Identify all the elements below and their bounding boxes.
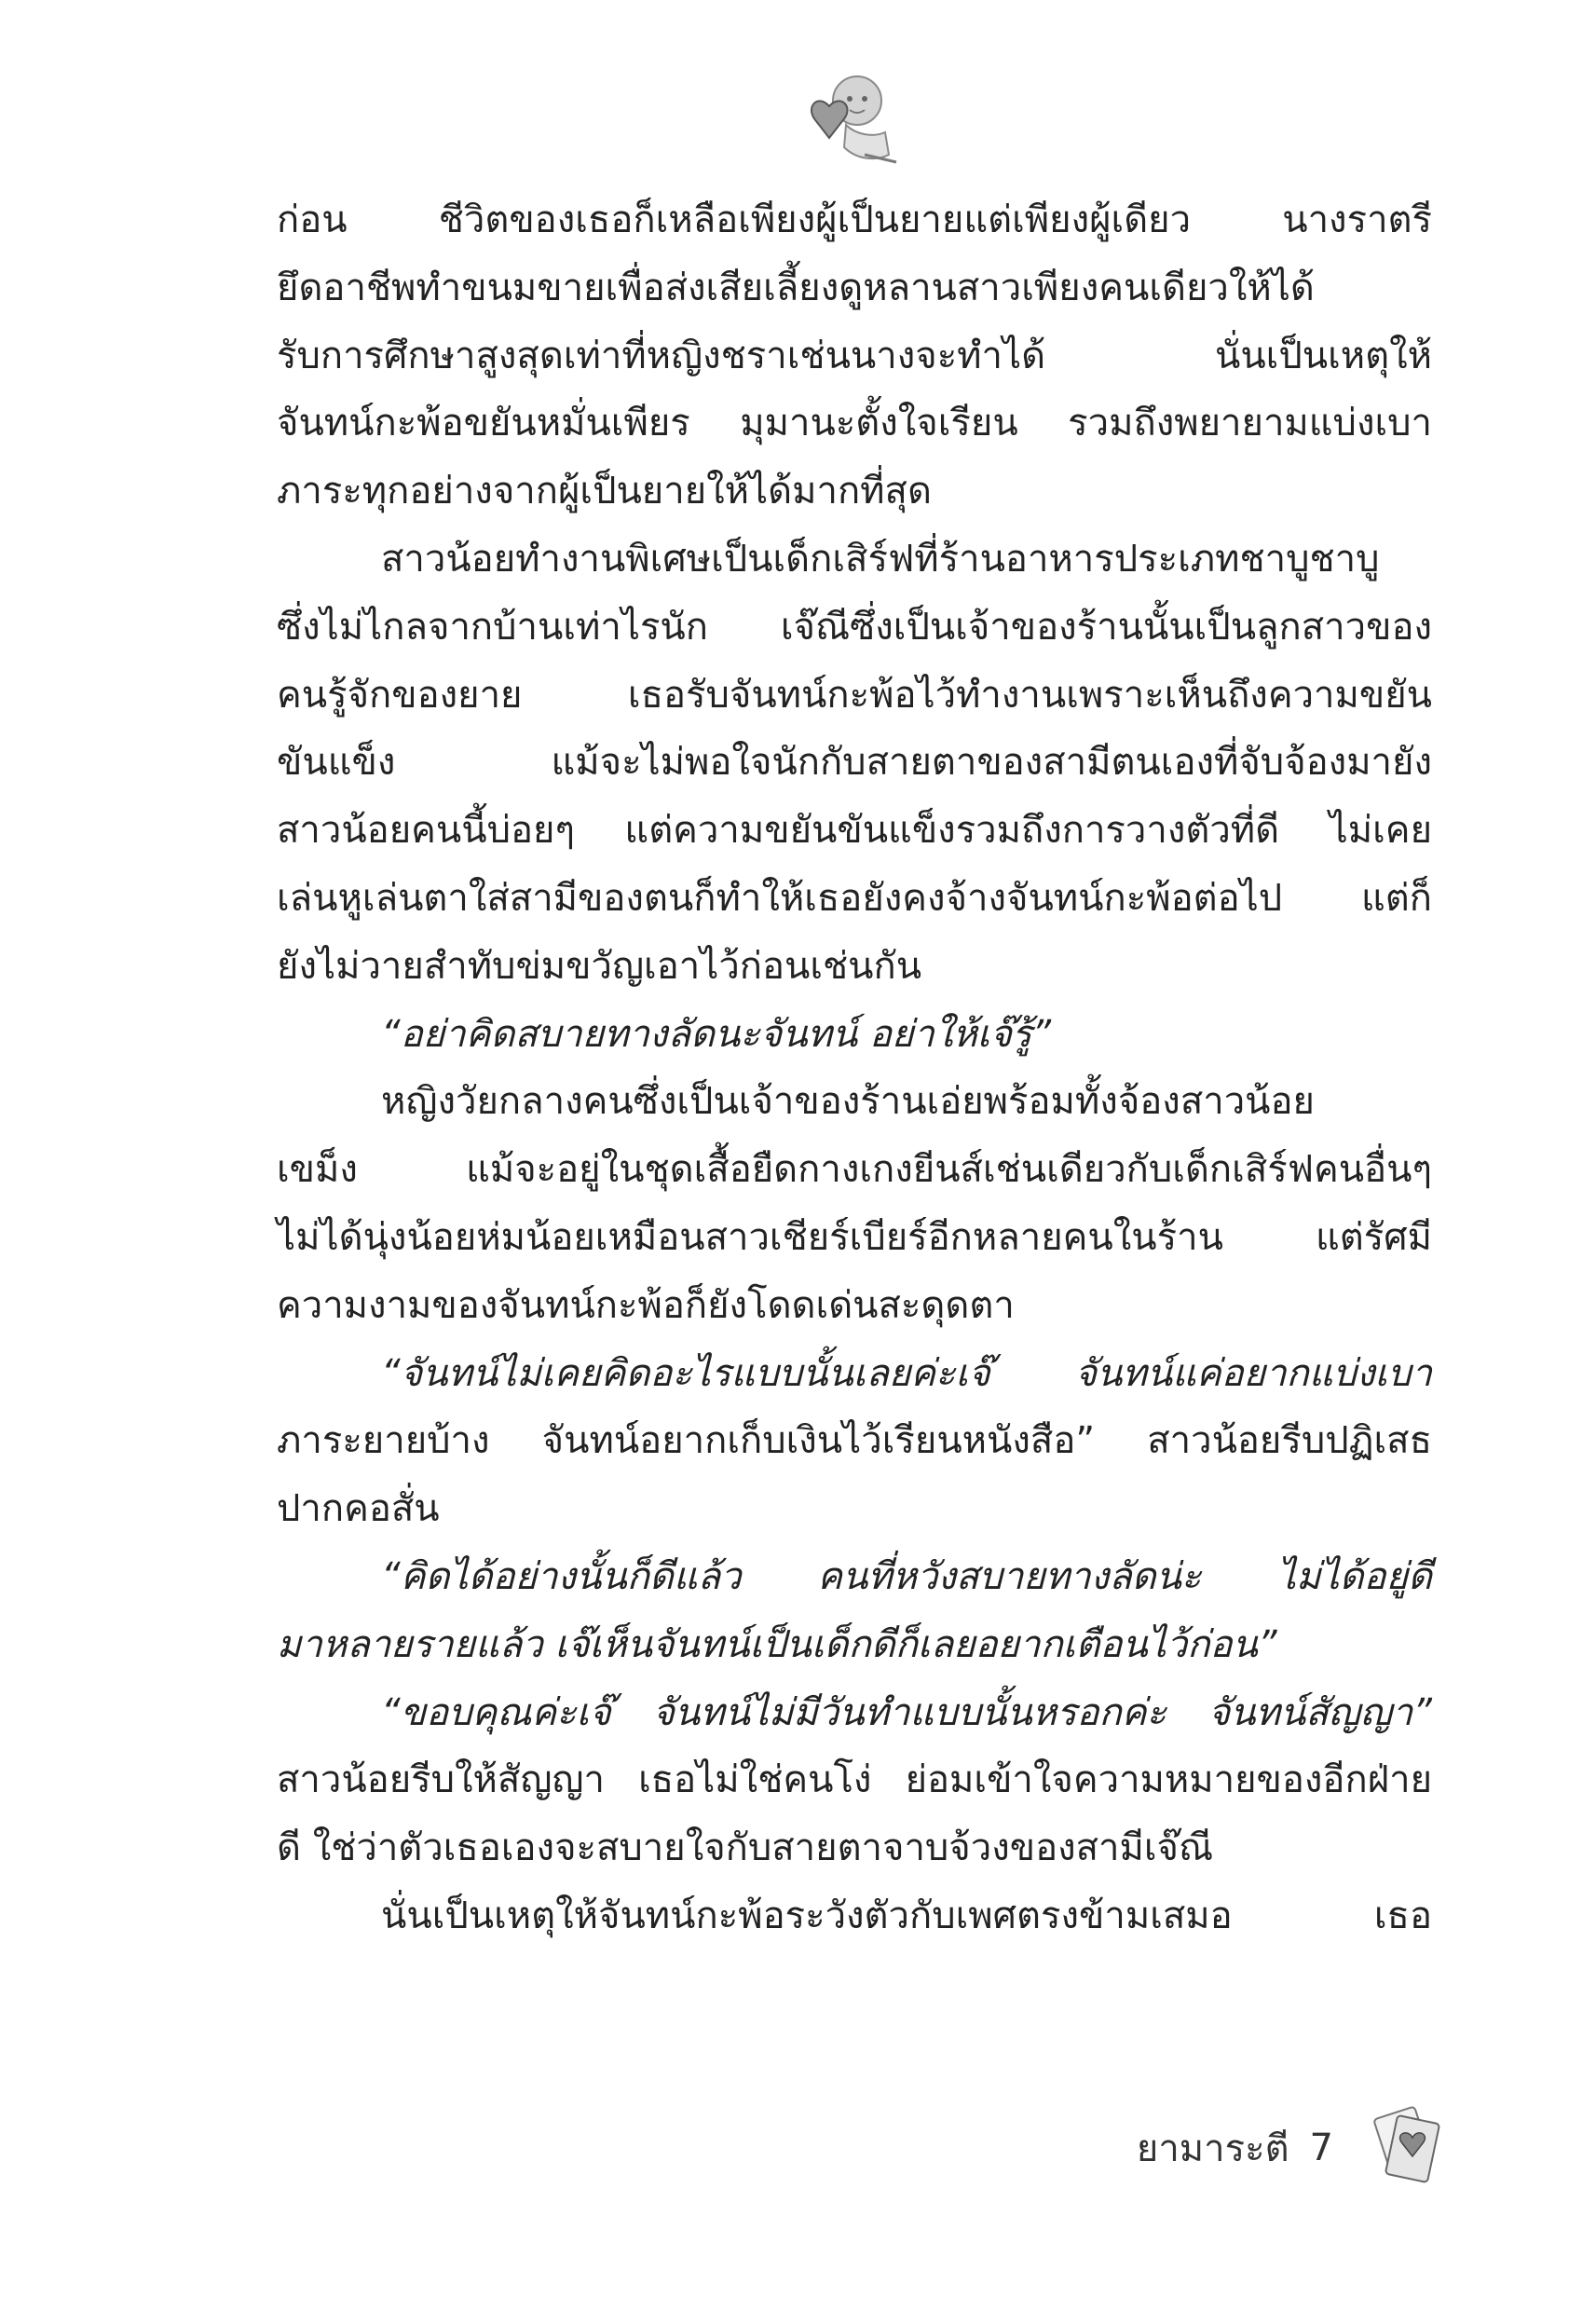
text-line: สาวน้อยทำงานพิเศษเป็นเด็กเสิร์ฟที่ร้านอาหารประเภทชาบูชาบู bbox=[381, 537, 1380, 581]
page-footer bbox=[1137, 2111, 1456, 2185]
text-line: นั่นเป็นเหตุให้จันทน์กะพ้อระวังตัวกับเพศตรงข้ามเสมอ เธอ bbox=[381, 1894, 1432, 1937]
text-line: ปากคอสั่น bbox=[277, 1487, 440, 1531]
text-line: เล่นหูเล่นตาใส่สามีของตนก็ทำให้เธอยังคงจ้างจันทน์กะพ้อต่อไป แต่ก็ bbox=[277, 876, 1432, 920]
text-line: ก่อน ชีวิตของเธอก็เหลือเพียงผู้เป็นยายแต่เพียงผู้เดียว นางราตรี bbox=[277, 198, 1432, 241]
text-line: “จันทน์ไม่เคยคิดอะไรแบบนั้นเลยค่ะเจ๊ จันทน์แค่อยากแบ่งเบา bbox=[381, 1351, 1432, 1395]
body-text bbox=[277, 186, 1432, 1950]
text-line: หญิงวัยกลางคนซึ่งเป็นเจ้าของร้านเอ่ยพร้อมทั้งจ้องสาวน้อย bbox=[381, 1080, 1315, 1124]
text-line: ซึ่งไม่ไกลจากบ้านเท่าไรนัก เจ๊ณีซึ่งเป็นเจ้าของร้านนั้นเป็นลูกสาวของ bbox=[277, 605, 1432, 649]
text-line: มาหลายรายแล้ว เจ๊เห็นจันทน์เป็นเด็กดีก็เลยอยากเตือนไว้ก่อน” bbox=[277, 1622, 1277, 1666]
text-line: เขม็ง แม้จะอยู่ในชุดเสื้อยืดกางเกงยีนส์เช่นเดียวกับเด็กเสิร์ฟคนอื่นๆ bbox=[277, 1148, 1432, 1192]
text-line: “ขอบคุณค่ะเจ๊ จันทน์ไม่มีวันทำแบบนั้นหรอกค่ะ จันทน์สัญญา” bbox=[381, 1690, 1432, 1734]
text-line: ความงามของจันทน์กะพ้อก็ยังโดดเด่นสะดุดตา bbox=[277, 1283, 1015, 1327]
text-line: สาวน้อยรีบให้สัญญา เธอไม่ใช่คนโง่ ย่อมเข้าใจความหมายของอีกฝ่าย bbox=[277, 1758, 1432, 1802]
text-line: จันทน์กะพ้อขยันหมั่นเพียร มุมานะตั้งใจเรียน รวมถึงพยายามแบ่งเบา bbox=[277, 402, 1432, 445]
page-number: 7 bbox=[1309, 2126, 1333, 2169]
text-line: “อย่าคิดสบายทางลัดนะจันทน์ อย่าให้เจ๊รู้” bbox=[381, 1012, 1052, 1056]
text-line: ดี ใช่ว่าตัวเธอเองจะสบายใจกับสายตาจาบจ้วงของสามีเจ๊ณี bbox=[277, 1826, 1214, 1870]
cupid-heart-icon bbox=[799, 65, 902, 168]
text-line: สาวน้อยคนนี้บ่อยๆ แต่ความขยันขันแข็งรวมถึงการวางตัวที่ดี ไม่เคย bbox=[277, 809, 1432, 853]
text-line: ยึดอาชีพทำขนมขายเพื่อส่งเสียเลี้ยงดูหลานสาวเพียงคนเดียวให้ได้ bbox=[277, 266, 1315, 309]
text-line: ภาระยายบ้าง จันทน์อยากเก็บเงินไว้เรียนหนังสือ” สาวน้อยรีบปฏิเสธ bbox=[277, 1419, 1432, 1463]
text-line: ขันแข็ง แม้จะไม่พอใจนักกับสายตาของสามีตนเองที่จับจ้องมายัง bbox=[277, 741, 1432, 785]
text-line: ภาระทุกอย่างจากผู้เป็นยายให้ได้มากที่สุด bbox=[277, 470, 932, 513]
text-line: ยังไม่วายสำทับข่มขวัญเอาไว้ก่อนเช่นกัน bbox=[277, 944, 922, 988]
footer-title: ยามาระตี bbox=[1136, 2127, 1289, 2170]
text-line: ไม่ได้นุ่งน้อยห่มน้อยเหมือนสาวเชียร์เบียร์อีกหลายคนในร้าน แต่รัศมี bbox=[277, 1215, 1432, 1259]
text-line: “คิดได้อย่างนั้นก็ดีแล้ว คนที่หวังสบายทางลัดน่ะ ไม่ได้อยู่ดี bbox=[381, 1554, 1432, 1598]
text-line: คนรู้จักของยาย เธอรับจันทน์กะพ้อไว้ทำงานเพราะเห็นถึงความขยัน bbox=[277, 673, 1432, 717]
playing-cards-heart-icon bbox=[1354, 2106, 1456, 2190]
text-line: รับการศึกษาสูงสุดเท่าที่หญิงชราเช่นนางจะทำได้ นั่นเป็นเหตุให้ bbox=[277, 334, 1432, 377]
